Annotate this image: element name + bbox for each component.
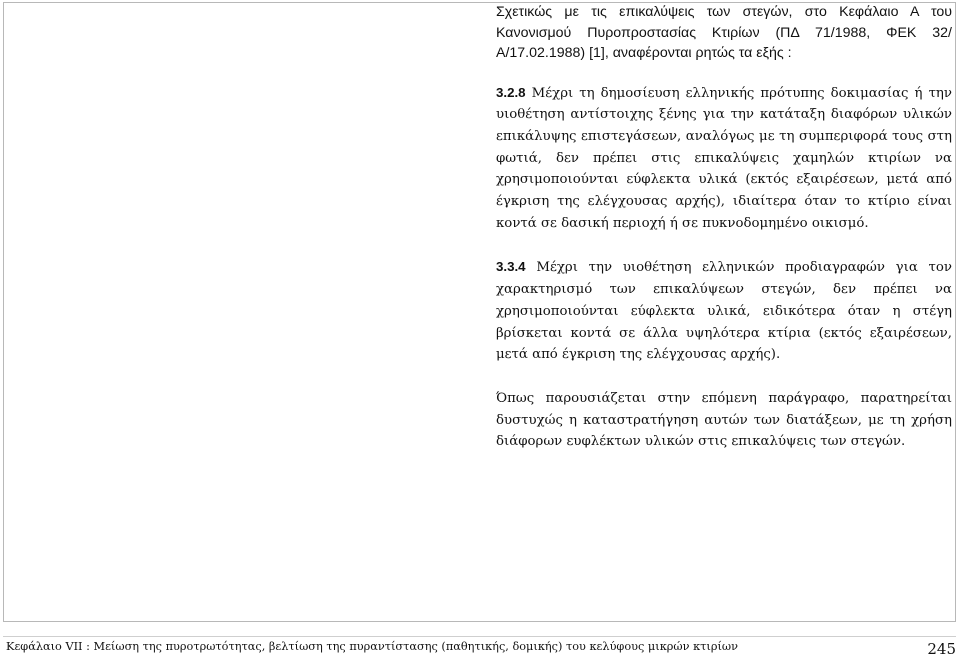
footer-divider	[3, 636, 956, 637]
article-number: 3.3.4	[496, 259, 526, 275]
text-column	[496, 2, 952, 453]
article-text: Μέχρι την υιοθέτηση ελληνικών προδιαγραφών για τον χαρακτηρισμό των επικαλύψεων στεγών, δεν πρέπει να χρησιμοποιούνται εύφλεκτα υλικά, ειδικότερα όταν η στέγη βρίσκεται κοντά σε άλλα υψηλότερα κτίρια (εκτός εξαιρέσεων, μετά από έγκριση της ελέγχουσας αρχής).	[496, 260, 952, 363]
article-3-2-8	[496, 82, 952, 235]
intro-paragraph: Σχετικώς με τις επικαλύψεις των στεγών, στο Κεφάλαιο Α του Κανονισμού Πυροπροστασίας Κτιρίων (ΠΔ 71/1988, ΦΕΚ 32/Α/17.02.1988) [1], αναφέρονται ρητώς τα εξής :	[496, 4, 952, 61]
article-text: Μέχρι τη δημοσίευση ελληνικής πρότυπης δοκιμασίας ή την υιοθέτηση αντίστοιχης ξένης για την κατάταξη διαφόρων υλικών επικάλυψης επιστεγάσεων, αναλόγως με τη συμπεριφορά τους στη φωτιά, δεν πρέπει στις επικαλύψεις χαμηλών κτιρίων να χρησιμοποιούνται εύφλεκτα υλικά (εκτός εξαιρέσεων, μετά από έγκριση της ελέγχουσας αρχής), ιδιαίτερα όταν το κτίριο είναι κοντά σε δασική περιοχή ή σε πυκνοδομημένο οικισμό.	[496, 85, 952, 231]
article-number: 3.2.8	[496, 84, 526, 100]
closing-paragraph: Όπως παρουσιάζεται στην επόμενη παράγραφο, παρατηρείται δυστυχώς η καταστρατήγηση αυτών των διατάξεων, με τη χρήση διάφορων ευφλέκτων υλικών στις επικαλύψεις των στεγών.	[496, 390, 952, 450]
page-number: 245	[927, 640, 956, 658]
footer-chapter-title: Κεφάλαιο VII : Μείωση της πυροτρωτότητας, βελτίωση της πυραντίστασης (παθητικής, δομικής) του κελύφους μικρών κτιρίων	[6, 640, 738, 653]
article-3-3-4	[496, 256, 952, 366]
